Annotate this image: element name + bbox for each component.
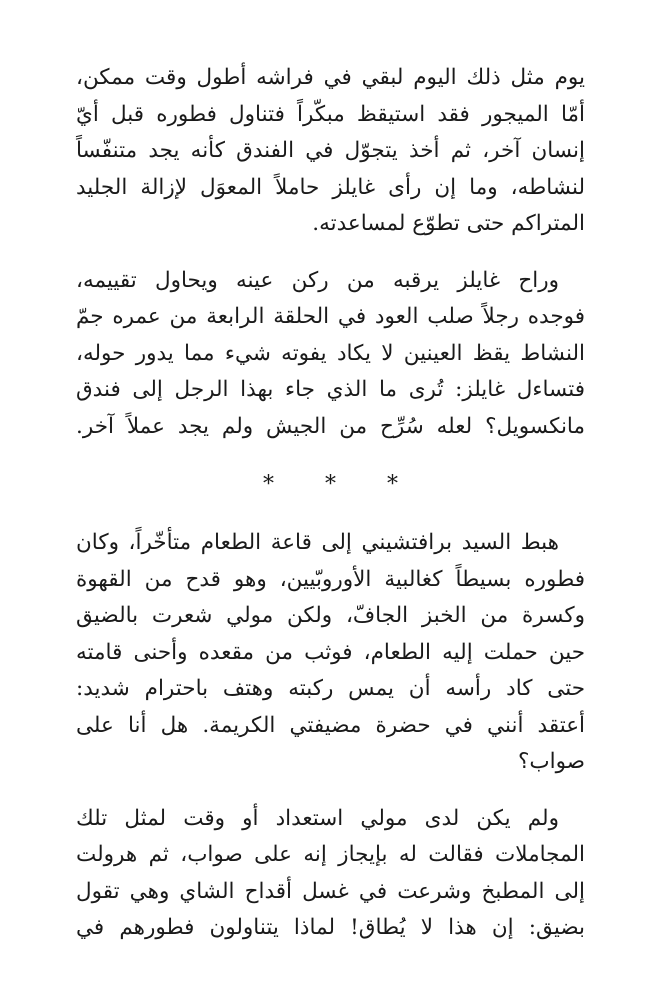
text-line: المتراكم حتى تطوّع لمساعدته. — [312, 211, 585, 236]
text-line: لنشاطه، وما إن رأى غايلز حاملاً المعوَل لإزالة الجليد — [76, 174, 585, 200]
book-page — [76, 60, 585, 947]
text-line: بضيق: إن هذا لا يُطاق! لماذا يتناولون فطورهم في — [76, 915, 585, 940]
text-line: حين حملت إليه الطعام، فوثب من مقعده وأحنى قامته — [76, 639, 585, 665]
text-line: فطوره بسيطاً كغالبية الأوروبّيين، وهو قدح من القهوة — [76, 566, 585, 592]
text-line: المجاملات فقالت له بإيجاز إنه على صواب، ثم هرولت — [76, 842, 585, 867]
paragraph-2 — [76, 263, 585, 446]
text-line: مانكسويل؟ لعله سُرِّح من الجيش ولم يجد عملاً آخر. — [76, 413, 585, 439]
paragraph-1 — [76, 60, 585, 243]
text-line: فتساءل غايلز: تُرى ما الذي جاء بهذا الرجل إلى فندق — [76, 377, 585, 402]
paragraph-4 — [76, 801, 585, 947]
text-line: أمّا الميجور فقد استيقظ مبكّراً فتناول فطوره قبل أيّ — [76, 101, 585, 127]
section-separator: * * * — [263, 472, 420, 497]
paragraph-3 — [76, 525, 585, 781]
text-line: فوجده رجلاً صلب العود في الحلقة الرابعة من عمره جمّ — [76, 304, 585, 329]
text-line: النشاط يقظ العينين لا يكاد يفوته شيء مما يدور حوله، — [76, 340, 585, 366]
text-line: ولم يكن لدى مولي استعداد أو وقت لمثل تلك — [76, 805, 559, 831]
text-line: يوم مثل ذلك اليوم لبقي في فراشه أطول وقت ممكن، — [76, 65, 585, 90]
text-line: هبط السيد برافتشيني إلى قاعة الطعام متأخّراً، وكان — [76, 530, 559, 555]
text-line: حتى كاد رأسه أن يمس ركبته وهتف باحترام شديد: — [76, 676, 585, 701]
text-line: أعتقد أنني في حضرة مضيفتي الكريمة. هل أنا على — [76, 712, 585, 738]
text-line: إلى المطبخ وشرعت في غسل أقداح الشاي وهي تقول — [76, 878, 585, 904]
text-line: صواب؟ — [518, 749, 585, 774]
text-line: وراح غايلز يرقبه من ركن عينه ويحاول تقييمه، — [76, 267, 559, 293]
text-line: إنسان آخر، ثم أخذ يتجوّل في الفندق كأنه يجد متنفّساً — [76, 138, 585, 163]
text-line: وكسرة من الخبز الجافّ، ولكن مولي شعرت بالضيق — [76, 603, 585, 628]
